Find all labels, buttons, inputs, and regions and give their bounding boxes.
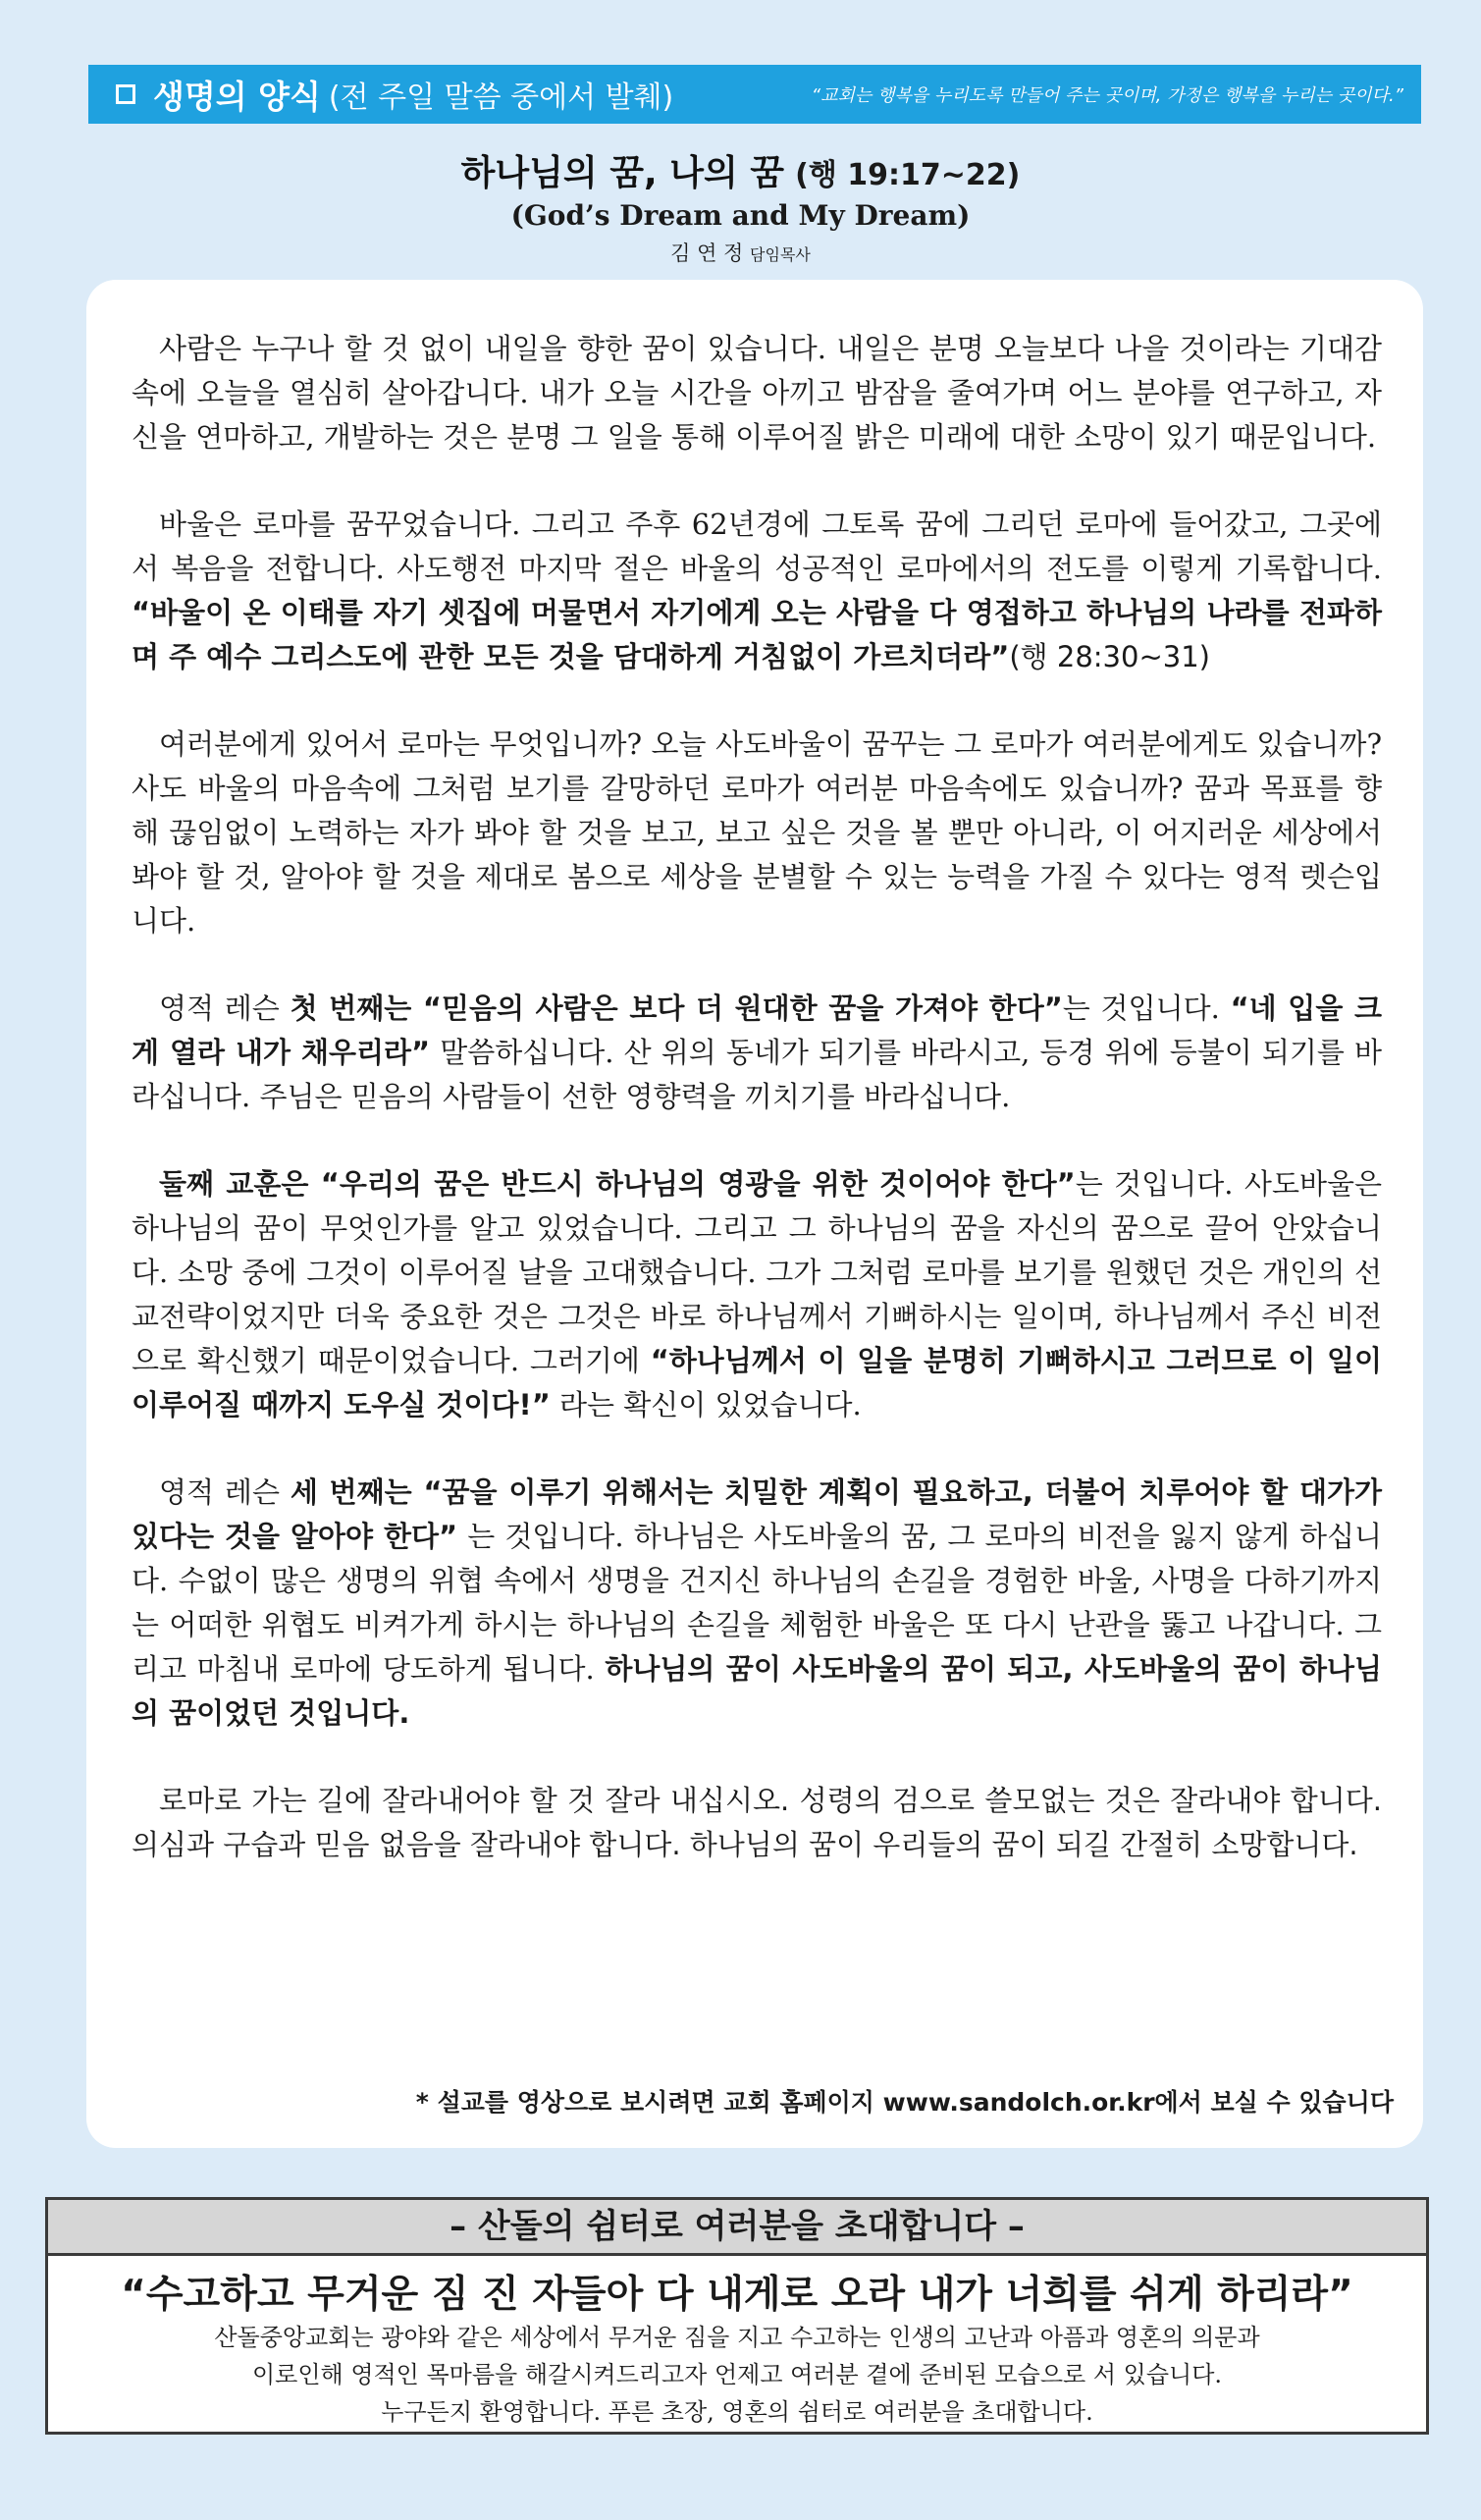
sermon-header [0,145,1481,267]
section-title: 생명의 양식 [153,77,321,116]
square-bullet-icon [116,84,135,104]
sermon-paragraph [132,1471,1382,1736]
body-text: 사람은 누구나 할 것 없이 내일을 향한 꿈이 있습니다. 내일은 분명 오늘보다 나을 것이라는 기대감 속에 오늘을 열심히 살아갑니다. 내가 오늘 시간을 아끼고 밤잠을 줄여가며 어느 분야를 연구하고, 자신을 연마하고, 개발하는 것은 분명 그 일을 통해 이루어질 밝은 미래에 대한 소망이 있기 때문입니다. [132,332,1382,454]
body-text: 말씀하십니다. 산 위의 동네가 되기를 바라시고, 등경 위에 등불이 되기를 바라십니다. 주님은 믿음의 사람들이 선한 영향력을 끼치기를 바라십니다. [132,1036,1382,1113]
invitation-line: 이로인해 영적인 목마름을 해갈시켜드리고자 언제고 여러분 곁에 준비된 모습으로 서 있습니다. [251,2361,1223,2388]
body-text: 라는 확신이 있었습니다. [550,1388,862,1421]
invitation-box [45,2197,1429,2435]
body-text: 바울은 로마를 꿈꾸었습니다. 그리고 주후 62년경에 그토록 꿈에 그리던 로마에 들어갔고, 그곳에서 복음을 전합니다. 사도행전 마지막 절은 바울의 성공적인 로마에서의 전도를 이렇게 기록합니다. [132,508,1382,585]
sermon-paragraph [132,327,1382,459]
author-line [0,238,1481,267]
sermon-paragraph [132,987,1382,1119]
body-text: 는 것입니다. [1062,992,1231,1025]
body-text: 여러분에게 있어서 로마는 무엇입니까? 오늘 사도바울이 꿈꾸는 그 로마가 여러분에게도 있습니까? 사도 바울의 마음속에 그처럼 보기를 갈망하던 로마가 여러분 마음속에도 있습니까? 꿈과 목표를 향해 끊임없이 노력하는 자가 봐야 할 것을 보고, 보고 싶은 것을 볼 뿐만 아니라, 이 어지러운 세상에서 봐야 할 것, 알아야 할 것을 제대로 봄으로 세상을 분별할 수 있는 능력을 가질 수 있다는 영적 렛슨입니다. [132,727,1382,938]
sermon-body [86,280,1423,2148]
invitation-line: 누구든지 환영합니다. 푸른 초장, 영혼의 쉼터로 여러분을 초대합니다. [381,2398,1093,2426]
author-role: 담임목사 [750,245,811,264]
emphasis-text: “바울이 온 이태를 자기 셋집에 머물면서 자기에게 오는 사람을 다 영접하고 하나님의 나라를 전파하며 주 예수 그리스도에 관한 모든 것을 담대하게 거침없이 가르치더라” [132,596,1382,673]
emphasis-text: 하나님의 꿈이 사도바울의 꿈이 되고, 사도바울의 꿈이 하나님의 꿈이었던 것입니다. [132,1652,1382,1730]
section-subtitle: (전 주일 말씀 중에서 발췌) [328,80,674,115]
body-text: 영적 레슨 [159,1475,291,1509]
sermon-title: 하나님의 꿈, 나의 꿈 [460,153,785,193]
invitation-heading: – 산돌의 쉼터로 여러분을 초대합니다 – [48,2200,1426,2256]
sermon-paragraph [132,1162,1382,1427]
body-text: 는 것입니다. 사도바울은 하나님의 꿈이 무엇인가를 알고 있었습니다. 그리고 그 하나님의 꿈을 자신의 꿈으로 끌어 안았습니다. 소망 중에 그것이 이루어질 날을 고대했습니다. 그가 그처럼 로마를 보기를 원했던 것은 개인의 선교전략이었지만 더욱 중요한 것은 그것은 바로 하나님께서 기뻐하시는 일이며, 하나님께서 주신 비전으로 확신했기 때문이었습니다. 그러기에 [132,1167,1382,1377]
emphasis-text: “하나님께서 이 일을 분명히 기뻐하시고 그러므로 이 일이 이루어질 때까지 도우실 것이다!” [132,1344,1382,1421]
body-text: (행 28:30~31) [1009,640,1210,673]
english-title: (God’s Dream and My Dream) [510,199,971,232]
scripture-reference: (행 19:17~22) [795,158,1021,192]
sermon-paragraph [132,503,1382,679]
emphasis-text: 첫 번째는 “믿음의 사람은 보다 더 원대한 꿈을 가져야 한다” [290,992,1063,1025]
body-text: 영적 레슨 [159,992,291,1025]
emphasis-text: “네 입을 크게 열라 내가 채우리라” [132,992,1382,1069]
church-motto: “교회는 행복을 누리도록 만들어 주는 곳이며, 가정은 행복을 누리는 곳이다.” [811,85,1403,106]
body-text: 로마로 가는 길에 잘라내어야 할 것 잘라 내십시오. 성령의 검으로 쓸모없는 것은 잘라내야 합니다. 의심과 구습과 믿음 없음을 잘라내야 합니다. 하나님의 꿈이 우리들의 꿈이 되길 간절히 소망합니다. [132,1784,1382,1861]
video-note: * 설교를 영상으로 보시려면 교회 홈페이지 www.sandolch.or.kr에서 보실 수 있습니다 [415,2088,1394,2117]
sermon-paragraph [132,1779,1382,1867]
paragraph-list [132,327,1382,1867]
section-banner [88,65,1421,124]
sermon-paragraph [132,723,1382,943]
body-text: 는 것입니다. 하나님은 사도바울의 꿈, 그 로마의 비전을 잃지 않게 하십니다. 수없이 많은 생명의 위협 속에서 생명을 건지신 하나님의 손길을 경험한 바울, 사명을 다하기까지는 어떠한 위협도 비켜가게 하시는 하나님의 손길을 체험한 바울은 또 다시 난관을 뚫고 나갑니다. 그리고 마침내 로마에 당도하게 됩니다. [132,1520,1382,1686]
emphasis-text: 둘째 교훈은 “우리의 꿈은 반드시 하나님의 영광을 위한 것이어야 한다” [159,1167,1076,1201]
invitation-quote: “수고하고 무거운 짐 진 자들아 다 내게로 오라 내가 너희를 쉬게 하리라” [121,2273,1353,2317]
emphasis-text: 세 번째는 “꿈을 이루기 위해서는 치밀한 계획이 필요하고, 더불어 치루어야 할 대가가 있다는 것을 알아야 한다” [132,1475,1382,1553]
author-name: 김 연 정 [670,241,744,265]
invitation-line: 산돌중앙교회는 광야와 같은 세상에서 무거운 짐을 지고 수고하는 인생의 고난과 아픔과 영혼의 의문과 [214,2324,1260,2351]
